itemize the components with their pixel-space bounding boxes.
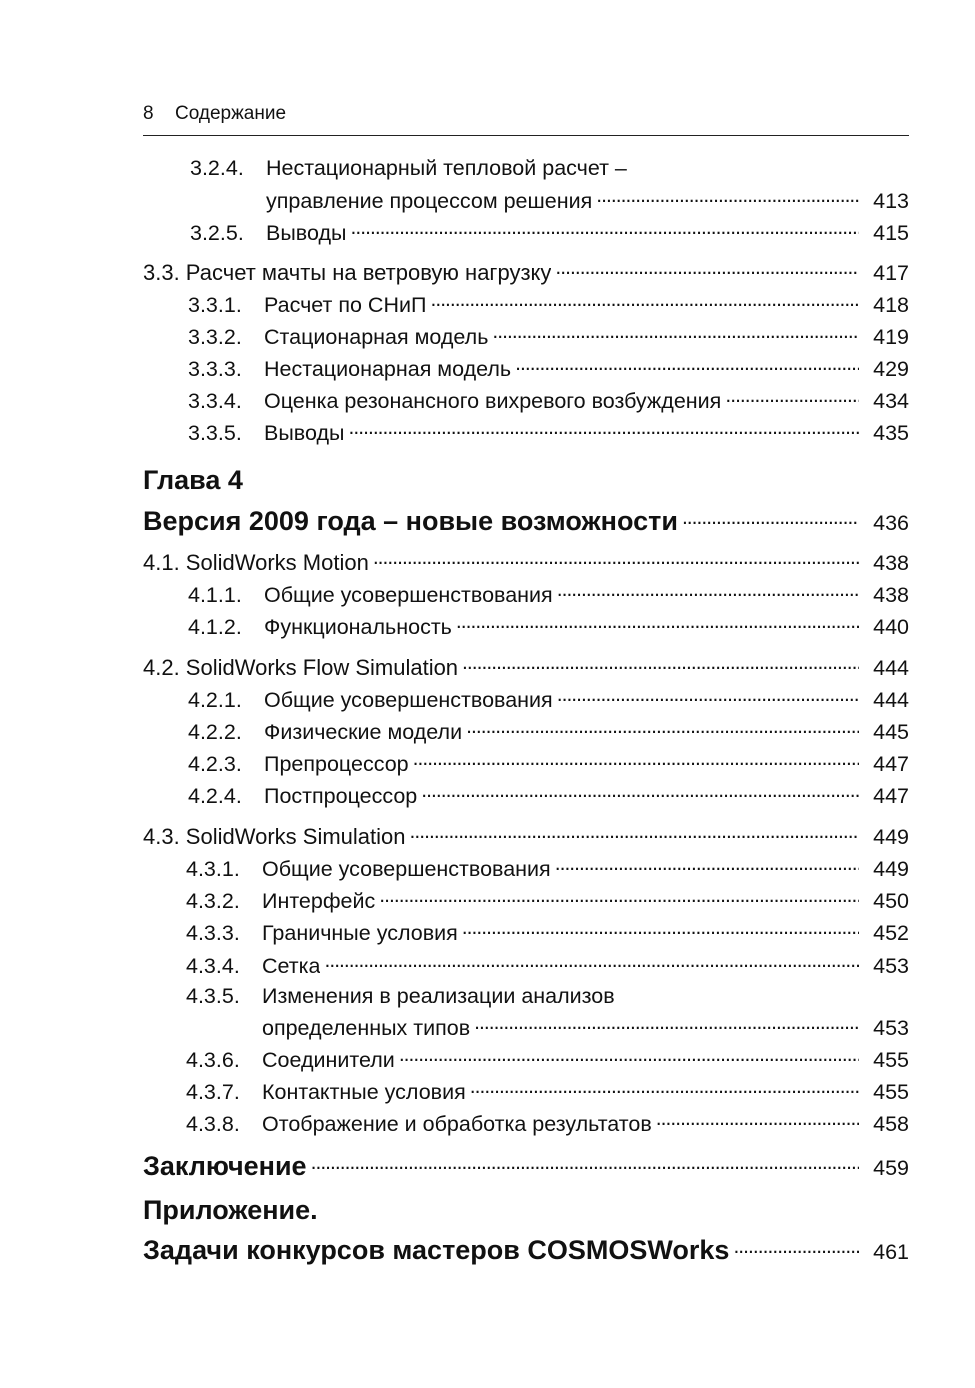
page-number: 8 (143, 103, 154, 124)
toc-page: 419 (873, 324, 909, 349)
toc-page: 449 (873, 856, 909, 881)
toc-entry-title: Выводы (264, 420, 345, 445)
toc-entry-title: Расчет по СНиП (264, 292, 427, 317)
toc-entry-num: 4.3.3. (186, 920, 240, 945)
leader-dots (421, 781, 859, 803)
toc-entry-num: 3.2.4. (190, 156, 244, 180)
toc-entry-title: Отображение и обработка результатов (262, 1111, 652, 1136)
toc-section-title: 4.1. SolidWorks Motion (143, 550, 369, 575)
toc-page: 450 (873, 888, 909, 913)
toc-page: 438 (873, 551, 909, 575)
leader-dots (555, 854, 859, 876)
toc-entry-num: 4.2.3. (188, 751, 242, 776)
toc-entry-num: 3.3.3. (188, 356, 242, 381)
leader-dots (470, 1077, 859, 1099)
toc-chapter[interactable] (143, 503, 909, 537)
toc-entry-num: 3.3.4. (188, 388, 242, 413)
toc-entry[interactable] (188, 354, 909, 382)
running-header (143, 101, 909, 136)
toc-entry-title: Сетка (262, 953, 321, 978)
toc-page: 413 (873, 188, 909, 213)
leader-dots (474, 1013, 859, 1035)
chapter-title: Версия 2009 года – новые возможности (143, 506, 678, 536)
toc-entry[interactable] (188, 612, 909, 640)
toc-entry-num: 4.3.6. (186, 1047, 240, 1072)
leader-dots (462, 918, 859, 940)
toc-entry[interactable] (186, 1077, 909, 1105)
toc-entry[interactable] (188, 386, 909, 414)
toc-entry[interactable] (188, 580, 909, 608)
toc-page: 458 (873, 1111, 909, 1136)
toc-entry[interactable] (186, 854, 909, 882)
leader-dots (430, 290, 859, 312)
toc-entry-num: 4.3.1. (186, 856, 240, 881)
toc-entry-title: Физические модели (264, 719, 463, 744)
appendix-title: Задачи конкурсов мастеров COSMOSWorks (143, 1235, 730, 1265)
toc-entry[interactable] (188, 290, 909, 318)
leader-dots (515, 354, 859, 376)
toc-page: 455 (873, 1047, 909, 1072)
leader-dots (656, 1109, 859, 1131)
toc-entry-title: Оценка резонансного вихревого возбуждения (264, 388, 722, 413)
toc-section[interactable] (143, 822, 909, 850)
toc-page: 459 (873, 1156, 909, 1180)
leader-dots (462, 653, 859, 675)
toc-entry-num: 4.3.2. (186, 888, 240, 913)
toc-entry-title: Контактные условия (262, 1079, 466, 1104)
toc-entry[interactable] (186, 1045, 909, 1073)
leader-dots (596, 186, 859, 208)
toc-section-title: 3.3. Расчет мачты на ветровую нагрузку (143, 260, 552, 285)
header-title: Содержание (175, 103, 287, 124)
toc-entry-title: Изменения в реализации анализов (262, 984, 615, 1008)
toc-entry-title: Граничные условия (262, 920, 458, 945)
toc-entry[interactable] (188, 749, 909, 777)
toc-entry-num: 4.3.7. (186, 1079, 240, 1104)
toc-page: 453 (873, 953, 909, 978)
toc-entry-num: 4.1.2. (188, 614, 242, 639)
toc-entry[interactable] (266, 186, 909, 214)
toc-entry-title: Нестационарный тепловой расчет – (266, 156, 627, 180)
toc-entry-title: Общие усовершенствования (264, 687, 553, 712)
toc-entry[interactable] (186, 886, 909, 914)
toc-entry-title-cont: определенных типов (262, 1015, 471, 1040)
leader-dots (350, 218, 859, 240)
toc-entry-title: Препроцессор (264, 751, 409, 776)
toc-entry[interactable] (262, 1013, 909, 1041)
toc-section[interactable] (143, 653, 909, 681)
conclusion-title: Заключение (143, 1151, 307, 1181)
leader-dots (413, 749, 859, 771)
leader-dots (557, 580, 859, 602)
toc-entry-title: Интерфейс (262, 888, 376, 913)
toc-entry-num: 4.1.1. (188, 582, 242, 607)
toc-entry-num: 3.2.5. (190, 220, 244, 245)
leader-dots (399, 1045, 859, 1067)
toc-entry[interactable] (188, 717, 909, 745)
chapter-label: Глава 4 (143, 465, 243, 495)
toc-entry-num: 4.3.4. (186, 953, 240, 978)
toc-entry-title: Стационарная модель (264, 324, 489, 349)
toc-page: 440 (873, 614, 909, 639)
toc-page: 453 (873, 1015, 909, 1040)
toc-page: 434 (873, 388, 909, 413)
appendix-label: Приложение. (143, 1195, 318, 1225)
toc-page: 445 (873, 719, 909, 744)
toc-entry-title-cont: управление процессом решения (266, 188, 593, 213)
toc-page: 461 (873, 1240, 909, 1264)
toc-entry[interactable] (186, 1109, 909, 1137)
toc-page: 417 (873, 261, 909, 285)
toc-entry-title: Постпроцессор (264, 783, 418, 808)
toc-section[interactable] (143, 258, 909, 286)
toc-page: 418 (873, 292, 909, 317)
toc-entry[interactable] (188, 418, 909, 446)
leader-dots (410, 822, 860, 844)
toc-page: 449 (873, 825, 909, 849)
leader-dots (379, 886, 859, 908)
toc-page: 447 (873, 783, 909, 808)
toc-page: 447 (873, 751, 909, 776)
toc-section-title: 4.2. SolidWorks Flow Simulation (143, 655, 459, 680)
leader-dots (456, 612, 859, 634)
toc-entry[interactable] (186, 951, 909, 979)
leader-dots (682, 503, 859, 530)
toc-entry-num: 4.3.8. (186, 1111, 240, 1136)
leader-dots (555, 258, 859, 280)
toc-entry-title: Функциональность (264, 614, 452, 639)
toc-page: 415 (873, 220, 909, 245)
toc-entry[interactable] (188, 322, 909, 350)
toc-entry-title: Соединители (262, 1047, 395, 1072)
leader-dots (324, 951, 859, 973)
toc-entry[interactable] (186, 918, 909, 946)
leader-dots (311, 1148, 859, 1175)
toc-conclusion[interactable] (143, 1148, 909, 1182)
toc-entry-title: Нестационарная модель (264, 356, 512, 381)
toc-entry-num: 3.3.1. (188, 292, 242, 317)
toc-page: 444 (873, 656, 909, 680)
toc-page: 444 (873, 687, 909, 712)
toc-page: 429 (873, 356, 909, 381)
toc-entry[interactable] (190, 218, 909, 246)
leader-dots (466, 717, 859, 739)
toc-page: 436 (873, 511, 909, 535)
leader-dots (733, 1232, 859, 1259)
toc-entry-num: 4.3.5. (186, 984, 240, 1008)
toc-entry[interactable] (188, 685, 909, 713)
toc-entry-num: 4.2.1. (188, 687, 242, 712)
leader-dots (492, 322, 859, 344)
toc-entry-num: 3.3.2. (188, 324, 242, 349)
leader-dots (557, 685, 859, 707)
leader-dots (373, 548, 859, 570)
toc-entry-title: Общие усовершенствования (262, 856, 551, 881)
toc-appendix[interactable] (143, 1232, 909, 1266)
leader-dots (725, 386, 859, 408)
leader-dots (348, 418, 859, 440)
toc-page: 455 (873, 1079, 909, 1104)
toc-entry-title: Выводы (266, 220, 347, 245)
toc-entry-num: 3.3.5. (188, 420, 242, 445)
toc-entry-title: Общие усовершенствования (264, 582, 553, 607)
toc-entry-num: 4.2.4. (188, 783, 242, 808)
toc-section[interactable] (143, 548, 909, 576)
toc-page: 435 (873, 420, 909, 445)
toc-entry[interactable] (188, 781, 909, 809)
toc-section-title: 4.3. SolidWorks Simulation (143, 824, 406, 849)
toc-page: 438 (873, 582, 909, 607)
toc-page: 452 (873, 920, 909, 945)
toc-entry-num: 4.2.2. (188, 719, 242, 744)
